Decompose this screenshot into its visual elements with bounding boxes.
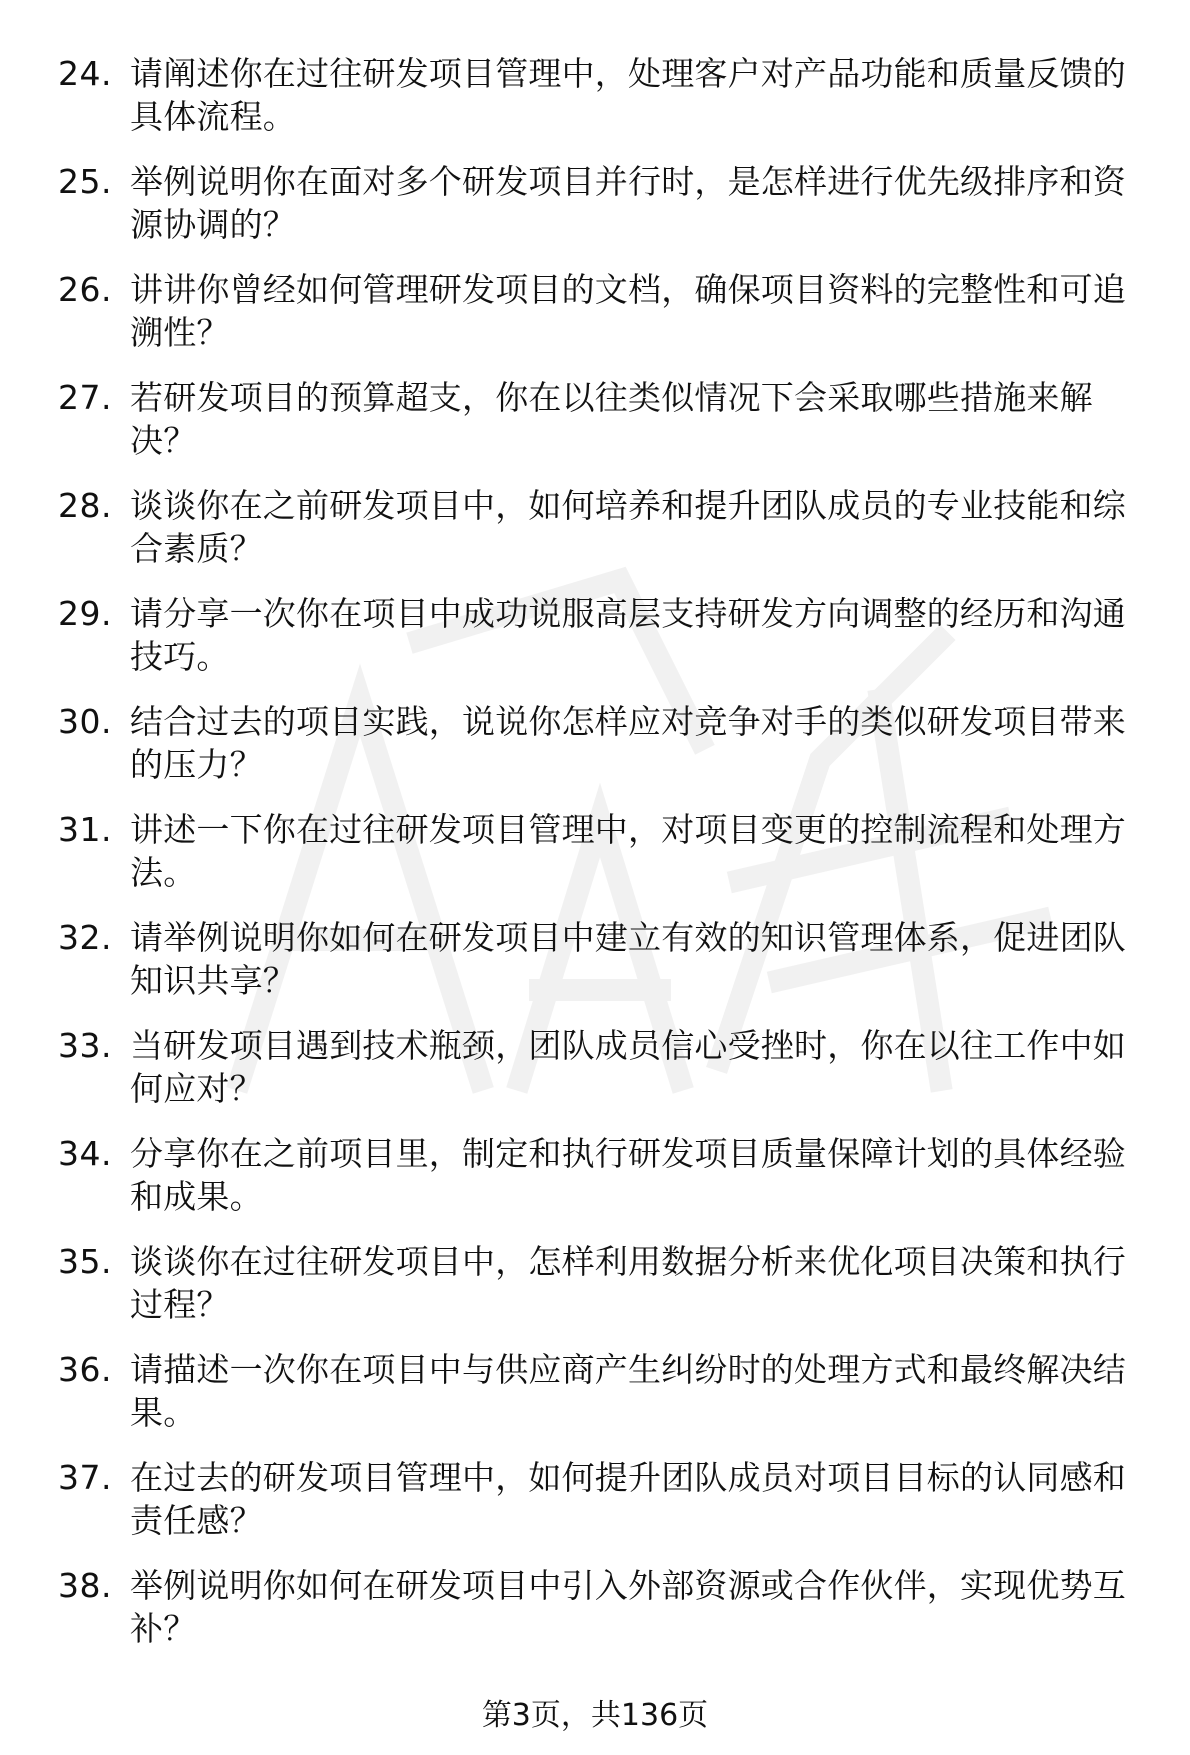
list-item (58, 592, 1148, 700)
list-item (58, 916, 1148, 1024)
question-number: 26. (58, 270, 112, 309)
question-number: 37. (58, 1458, 112, 1497)
question-text: 当研发项目遇到技术瓶颈，团队成员信心受挫时，你在以往工作中如何应对？ (130, 1026, 1126, 1108)
question-number: 27. (58, 378, 112, 417)
question-number: 30. (58, 702, 112, 741)
question-number: 28. (58, 486, 112, 525)
list-item (58, 1564, 1148, 1672)
question-number: 25. (58, 162, 112, 201)
question-number: 24. (58, 54, 112, 93)
page-footer: 第3页，共136页 (481, 1698, 709, 1733)
question-text: 讲讲你曾经如何管理研发项目的文档，确保项目资料的完整性和可追溯性？ (130, 270, 1126, 352)
list-item (58, 808, 1148, 916)
question-number: 34. (58, 1134, 112, 1173)
question-number: 29. (58, 594, 112, 633)
list-item (58, 268, 1148, 376)
list-item (58, 484, 1148, 592)
question-text: 请举例说明你如何在研发项目中建立有效的知识管理体系，促进团队知识共享？ (130, 918, 1126, 1000)
list-item (58, 160, 1148, 268)
question-text: 举例说明你在面对多个研发项目并行时，是怎样进行优先级排序和资源协调的？ (130, 162, 1126, 244)
question-number: 31. (58, 810, 112, 849)
question-text: 结合过去的项目实践，说说你怎样应对竞争对手的类似研发项目带来的压力？ (130, 702, 1126, 784)
question-text: 讲述一下你在过往研发项目管理中，对项目变更的控制流程和处理方法。 (130, 810, 1126, 892)
question-text: 在过去的研发项目管理中，如何提升团队成员对项目目标的认同感和责任感？ (130, 1458, 1126, 1540)
question-number: 33. (58, 1026, 112, 1065)
question-text: 谈谈你在过往研发项目中，怎样利用数据分析来优化项目决策和执行过程？ (130, 1242, 1126, 1324)
list-item (58, 1132, 1148, 1240)
question-number: 36. (58, 1350, 112, 1389)
list-item (58, 1240, 1148, 1348)
question-text: 若研发项目的预算超支，你在以往类似情况下会采取哪些措施来解决？ (130, 378, 1093, 460)
list-item (58, 700, 1148, 808)
list-item (58, 1024, 1148, 1132)
list-item (58, 52, 1148, 160)
question-text: 举例说明你如何在研发项目中引入外部资源或合作伙伴，实现优势互补？ (130, 1566, 1126, 1648)
question-number: 35. (58, 1242, 112, 1281)
question-text: 请描述一次你在项目中与供应商产生纠纷时的处理方式和最终解决结果。 (130, 1350, 1126, 1432)
question-number: 32. (58, 918, 112, 957)
question-text: 请分享一次你在项目中成功说服高层支持研发方向调整的经历和沟通技巧。 (130, 594, 1126, 676)
list-item (58, 1456, 1148, 1564)
question-text: 请阐述你在过往研发项目管理中，处理客户对产品功能和质量反馈的具体流程。 (130, 54, 1126, 136)
question-list (58, 52, 1148, 1672)
list-item (58, 376, 1148, 484)
question-number: 38. (58, 1566, 112, 1605)
list-item (58, 1348, 1148, 1456)
question-text: 谈谈你在之前研发项目中，如何培养和提升团队成员的专业技能和综合素质？ (130, 486, 1126, 568)
question-text: 分享你在之前项目里，制定和执行研发项目质量保障计划的具体经验和成果。 (130, 1134, 1126, 1216)
